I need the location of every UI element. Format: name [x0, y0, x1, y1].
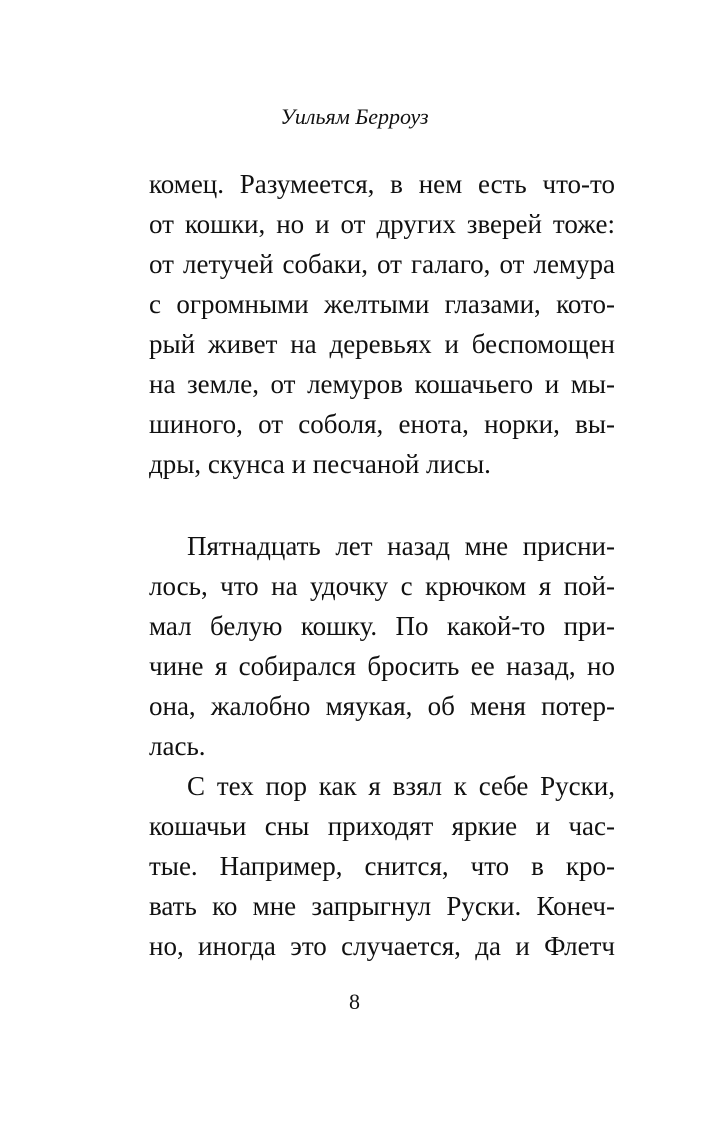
- text-line: лась.: [149, 731, 206, 761]
- paragraph-1: [149, 164, 615, 484]
- text-line: но, иногда это случается, да и Флетч: [149, 931, 615, 961]
- running-head-author: Уильям Берроуз: [280, 104, 429, 129]
- text-line: с огромными желтыми глазами, кото-: [149, 289, 615, 319]
- body-text: [149, 164, 615, 966]
- text-line: дры, скунса и песчаной лисы.: [149, 449, 491, 479]
- text-line: кошачьи сны приходят яркие и час-: [149, 811, 615, 841]
- paragraph-3: [149, 766, 615, 966]
- paragraph-2: [149, 526, 615, 766]
- text-line: от кошки, но и от других зверей тоже:: [149, 209, 615, 239]
- text-line: лось, что на удочку с крючком я пой-: [149, 571, 615, 601]
- text-line: на земле, от лемуров кошачьего и мы-: [149, 369, 615, 399]
- text-line: чине я собирался бросить ее назад, но: [149, 651, 615, 681]
- text-line: комец. Разумеется, в нем есть что-то: [149, 169, 615, 199]
- text-line: Пятнадцать лет назад мне присни-: [187, 531, 615, 561]
- text-line: мал белую кошку. По какой-то при-: [149, 611, 615, 641]
- text-line: С тех пор как я взял к себе Руски,: [187, 771, 615, 801]
- text-line: вать ко мне запрыгнул Руски. Конеч-: [149, 891, 615, 921]
- text-line: шиного, от соболя, енота, норки, вы-: [149, 409, 615, 439]
- section-break: [149, 484, 615, 526]
- text-line: рый живет на деревьях и беспомощен: [149, 329, 615, 359]
- text-line: тые. Например, снится, что в кро-: [149, 851, 615, 881]
- text-line: она, жалобно мяукая, об меня потер-: [149, 691, 615, 721]
- page-number: 8: [349, 989, 360, 1014]
- text-line: от летучей собаки, от галаго, от лемура: [149, 249, 615, 279]
